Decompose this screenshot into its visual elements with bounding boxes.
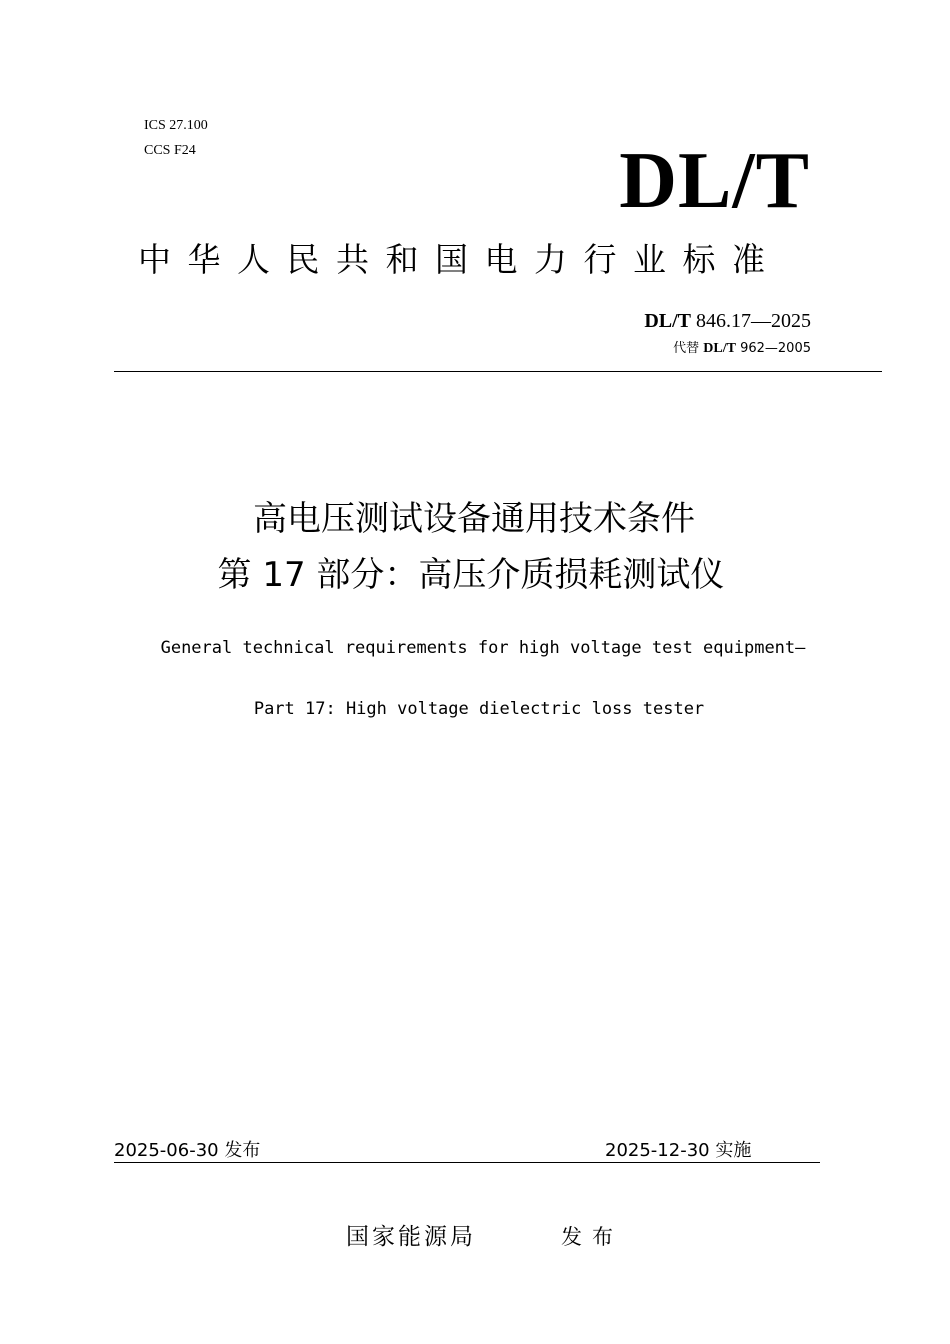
ccs-code: CCS F24 <box>144 143 196 158</box>
standard-number-value: 846.17—2025 <box>691 310 811 332</box>
title-en-line1: General technical requirements for high voltage test equipment— <box>160 638 806 658</box>
replaces-number: 962—2005 <box>735 341 811 356</box>
implementation-date: 2025-12-30 实施 <box>605 1140 752 1161</box>
publisher: 国家能源局 <box>346 1224 476 1250</box>
standard-prefix: DL/T <box>644 310 691 332</box>
issue-date: 2025-06-30 发布 <box>114 1140 261 1161</box>
replaces-label: 代替 <box>673 341 704 356</box>
standard-logo: DL/T <box>619 137 810 225</box>
replaces-standard <box>673 340 811 358</box>
replaces-prefix: DL/T <box>703 341 736 356</box>
ics-code: ICS 27.100 <box>144 118 208 133</box>
industry-standard-title: 中华人民共和国电力行业标准 <box>138 240 782 279</box>
publish-verb: 发布 <box>561 1225 623 1249</box>
title-en-line2: Part 17: High voltage dielectric loss tester <box>253 699 705 719</box>
header-divider <box>114 371 882 372</box>
standard-number <box>644 308 811 334</box>
footer-divider <box>114 1162 820 1163</box>
title-zh-line2: 第 17 部分：高压介质损耗测试仪 <box>217 555 725 595</box>
title-zh-line1: 高电压测试设备通用技术条件 <box>253 499 695 539</box>
